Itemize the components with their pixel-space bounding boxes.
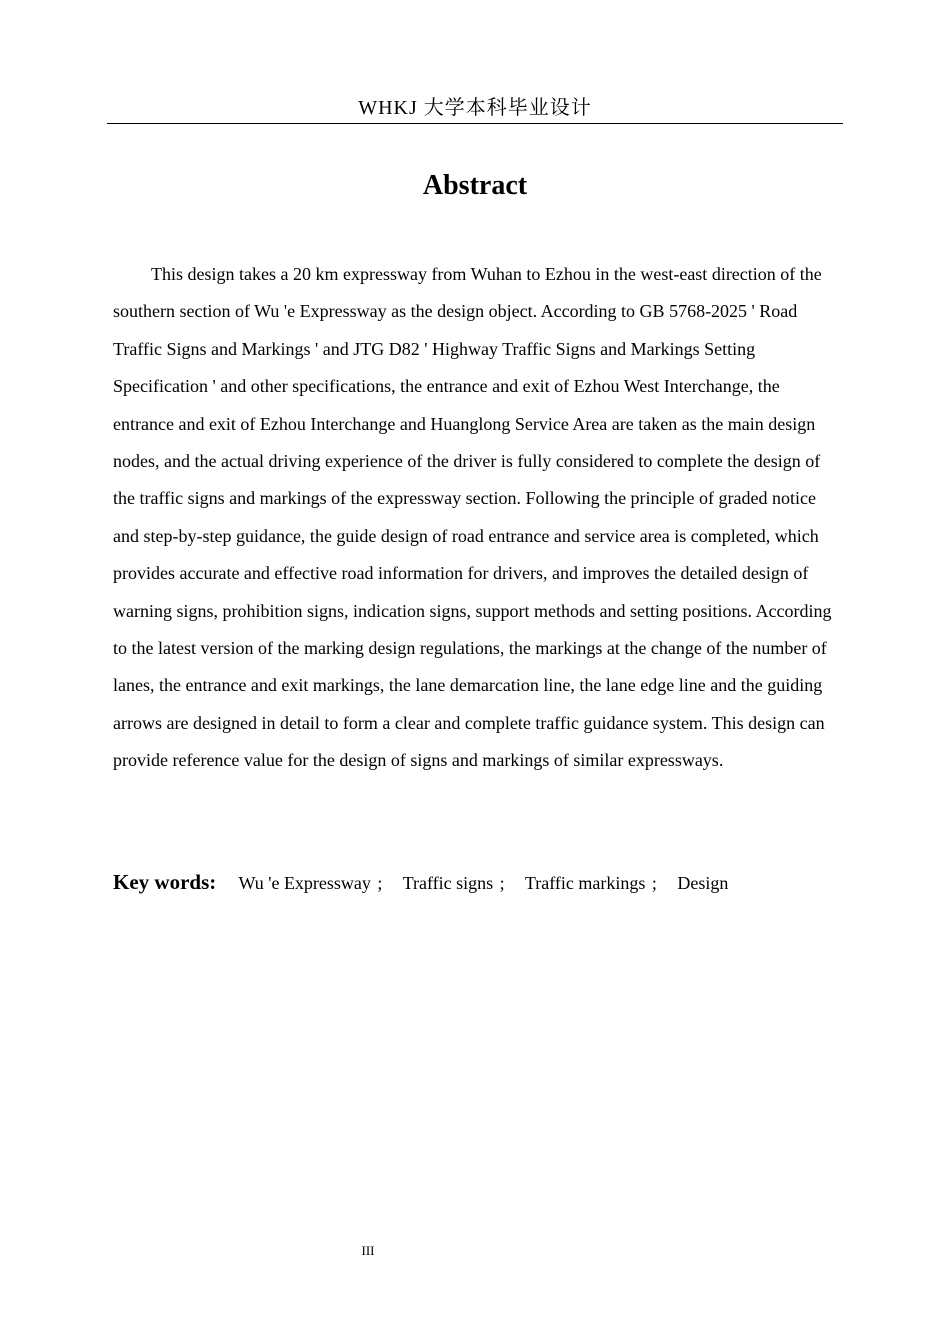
keywords-label: Key words: — [113, 870, 217, 894]
keywords-line — [113, 864, 841, 901]
running-header — [107, 95, 843, 124]
keyword-separator: ; — [651, 873, 657, 893]
keyword-separator: ; — [377, 873, 383, 893]
keyword-item: Traffic markings — [524, 873, 646, 893]
keyword-item: Design — [677, 873, 729, 893]
running-header-title: WHKJ 大学本科毕业设计 — [358, 97, 592, 119]
keyword-item: Traffic signs — [402, 873, 494, 893]
page-number: III — [361, 1243, 375, 1258]
keyword-item: Wu 'e Expressway — [238, 873, 371, 893]
abstract-body: This design takes a 20 km expressway from Wuhan to Ezhou in the west-east direction of the southern section of Wu 'e Expressway as the design object. According to GB 5768-2025 ' Road Traffic Signs and Markings ' and JTG D82 ' Highway Traffic Signs and Markings Setting Specification ' and other specifications, the entrance and exit of Ezhou West Interchange, the entrance and exit of Ezhou Interchange and Huanglong Service Area are taken as the main design nodes, and the actual driving experience of the driver is fully considered to complete the design of the traffic signs and markings of the expressway section. Following the principle of graded notice and step-by-step guidance, the guide design of road entrance and service area is completed, which provides accurate and effective road information for drivers, and improves the detailed design of warning signs, prohibition signs, indication signs, support methods and setting positions. According to the latest version of the marking design regulations, the markings at the change of the number of lanes, the entrance and exit markings, the lane demarcation line, the lane edge line and the guiding arrows are designed in detail to form a clear and complete traffic guidance system. This design can provide reference value for the design of signs and markings of similar expressways. — [113, 264, 832, 771]
abstract-title: Abstract — [422, 170, 528, 201]
keyword-separator: ; — [499, 873, 505, 893]
